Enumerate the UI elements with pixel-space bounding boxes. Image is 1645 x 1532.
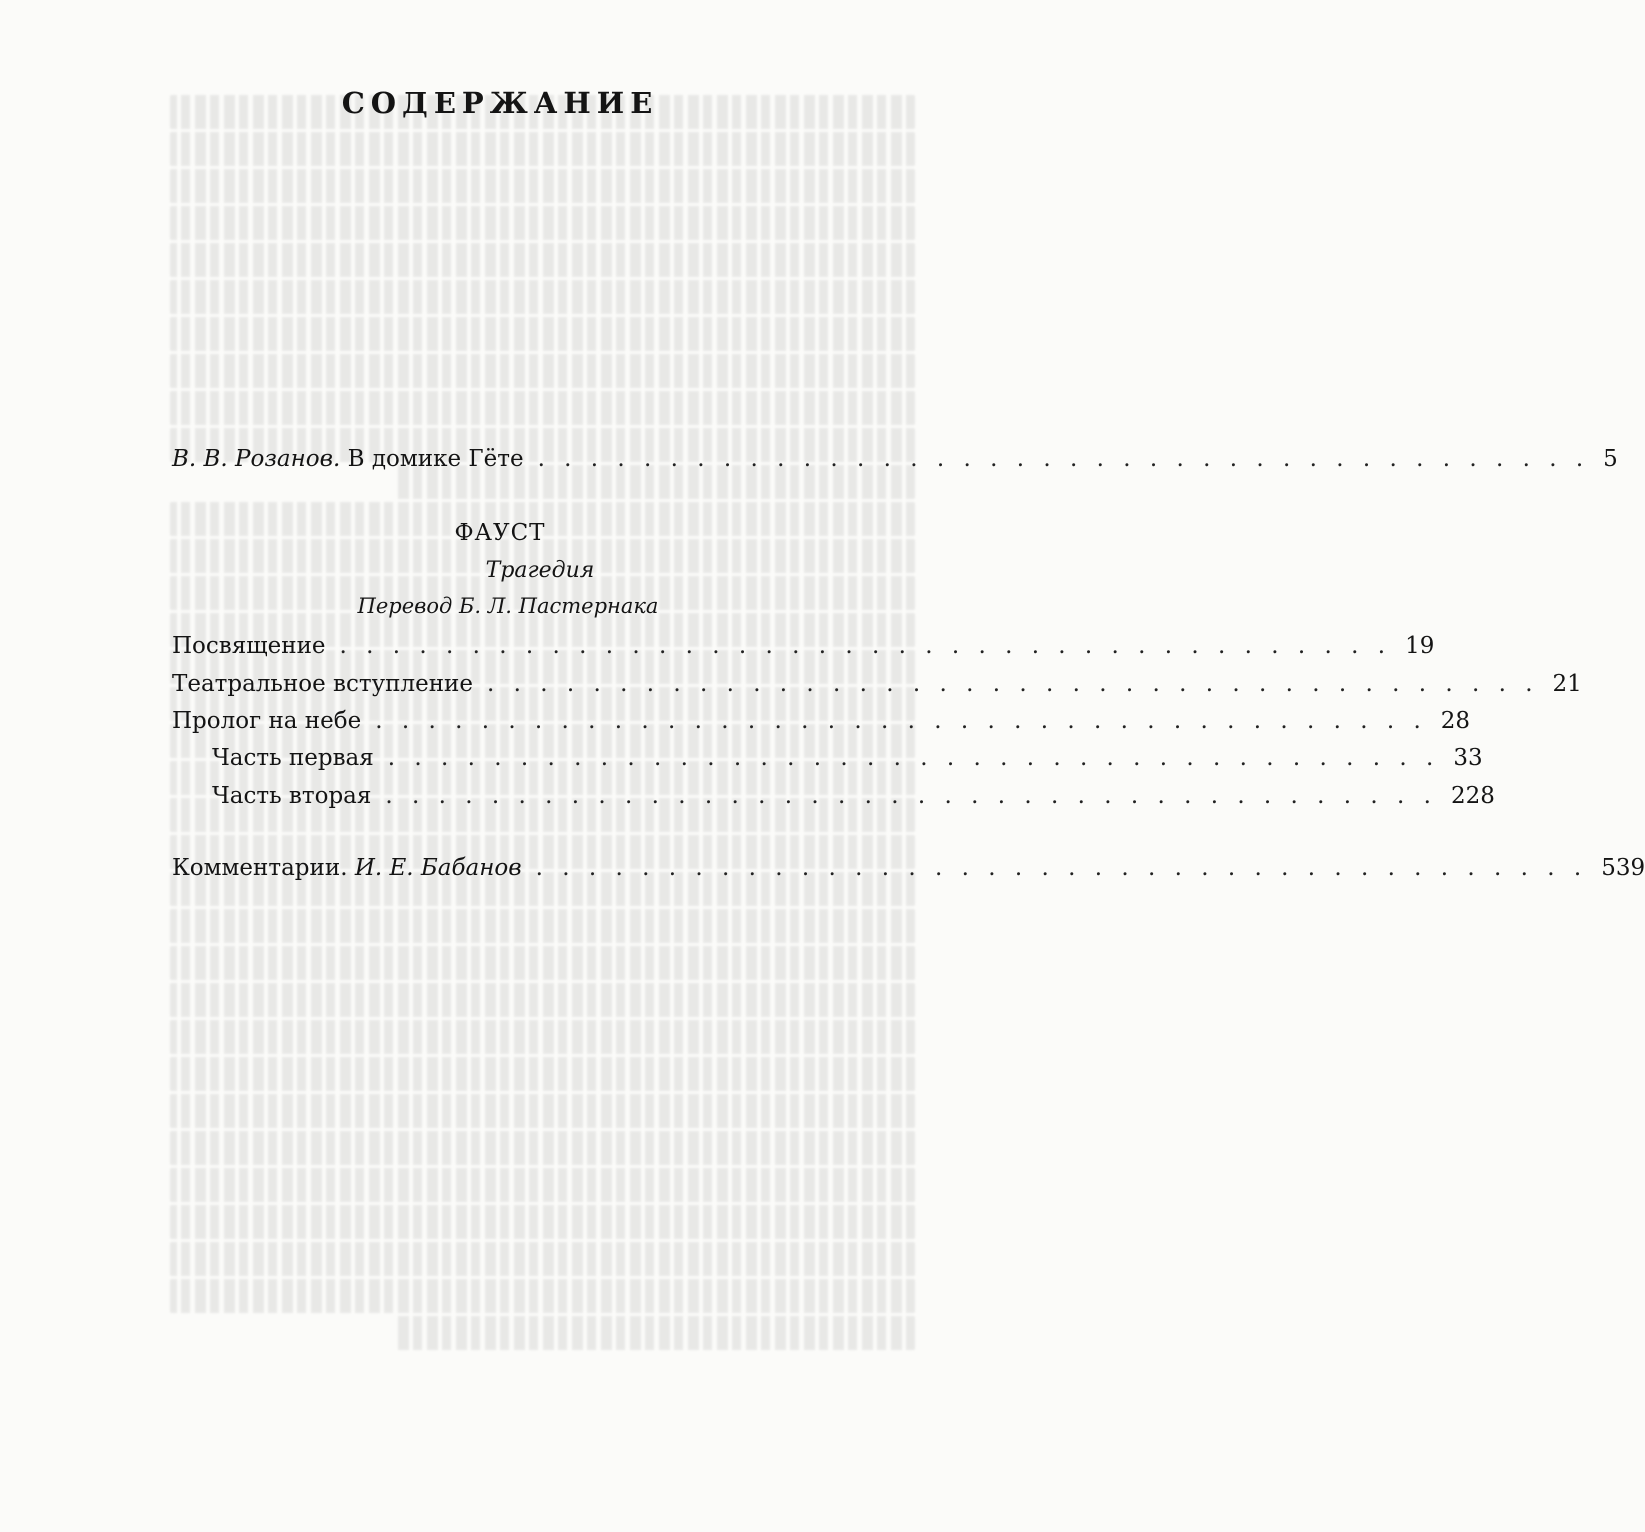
toc-subentry[interactable] bbox=[212, 781, 1495, 811]
dot-leader: . . . . . . . . . . . . . . . . . . . . . . . . . . . . . . . . . . . . . . . . bbox=[486, 671, 1539, 697]
entry-title: Посвящение bbox=[172, 633, 326, 659]
dot-leader: . . . . . . . . . . . . . . . . . . . . . . . . . . . . . . . . . . . . . . . . bbox=[339, 633, 1392, 659]
toc-entry-commentary[interactable] bbox=[172, 853, 1645, 883]
toc-entry-rozanov[interactable] bbox=[172, 444, 1618, 474]
contents-heading: СОДЕРЖАНИЕ bbox=[341, 86, 659, 120]
entry-title: Комментарии. bbox=[172, 855, 348, 881]
dot-leader: . . . . . . . . . . . . . . . . . . . . . . . . . . . . . . . . . . . . . . . . bbox=[385, 783, 1437, 809]
dot-leader: . . . . . . . . . . . . . . . . . . . . . . . . . . . . . . . . . . . . . . . . bbox=[375, 708, 1427, 734]
entry-page-number: 33 bbox=[1453, 745, 1483, 771]
entry-author: И. Е. Бабанов bbox=[354, 855, 522, 881]
entry-page-number: 28 bbox=[1440, 708, 1471, 734]
show-through-text bbox=[170, 95, 915, 1455]
entry-page-number: 539 bbox=[1601, 855, 1645, 881]
entry-page-number: 5 bbox=[1603, 446, 1618, 472]
toc-subentry[interactable] bbox=[212, 743, 1483, 773]
dot-leader: . . . . . . . . . . . . . . . . . . . . . . . . . . . . . . . . . . . . . . . . bbox=[387, 745, 1440, 771]
dot-leader: . . . . . . . . . . . . . . . . . . . . . . . . . . . . . . . . . . . . . . . . bbox=[537, 446, 1590, 472]
entry-title: Часть первая bbox=[212, 745, 374, 771]
entry-page-number: 228 bbox=[1450, 783, 1495, 809]
entry-page-number: 21 bbox=[1552, 671, 1582, 697]
work-translator: Перевод Б. Л. Пастернака bbox=[357, 594, 659, 618]
work-genre: Трагедия bbox=[485, 558, 595, 583]
dot-leader: . . . . . . . . . . . . . . . . . . . . . . . . . . . . . . . . . . . . . . . . bbox=[535, 855, 1588, 881]
entry-page-number: 19 bbox=[1405, 633, 1435, 659]
work-title: ФАУСТ bbox=[454, 520, 546, 546]
entry-author: В. В. Розанов. bbox=[172, 446, 341, 472]
toc-entry[interactable] bbox=[172, 631, 1435, 661]
entry-title: Пролог на небе bbox=[172, 708, 362, 734]
toc-entry[interactable] bbox=[172, 706, 1471, 736]
entry-title: В домике Гёте bbox=[347, 446, 524, 472]
toc-entry[interactable] bbox=[172, 669, 1582, 699]
entry-title: Театральное вступление bbox=[172, 671, 473, 697]
entry-title: Часть вторая bbox=[212, 783, 372, 809]
